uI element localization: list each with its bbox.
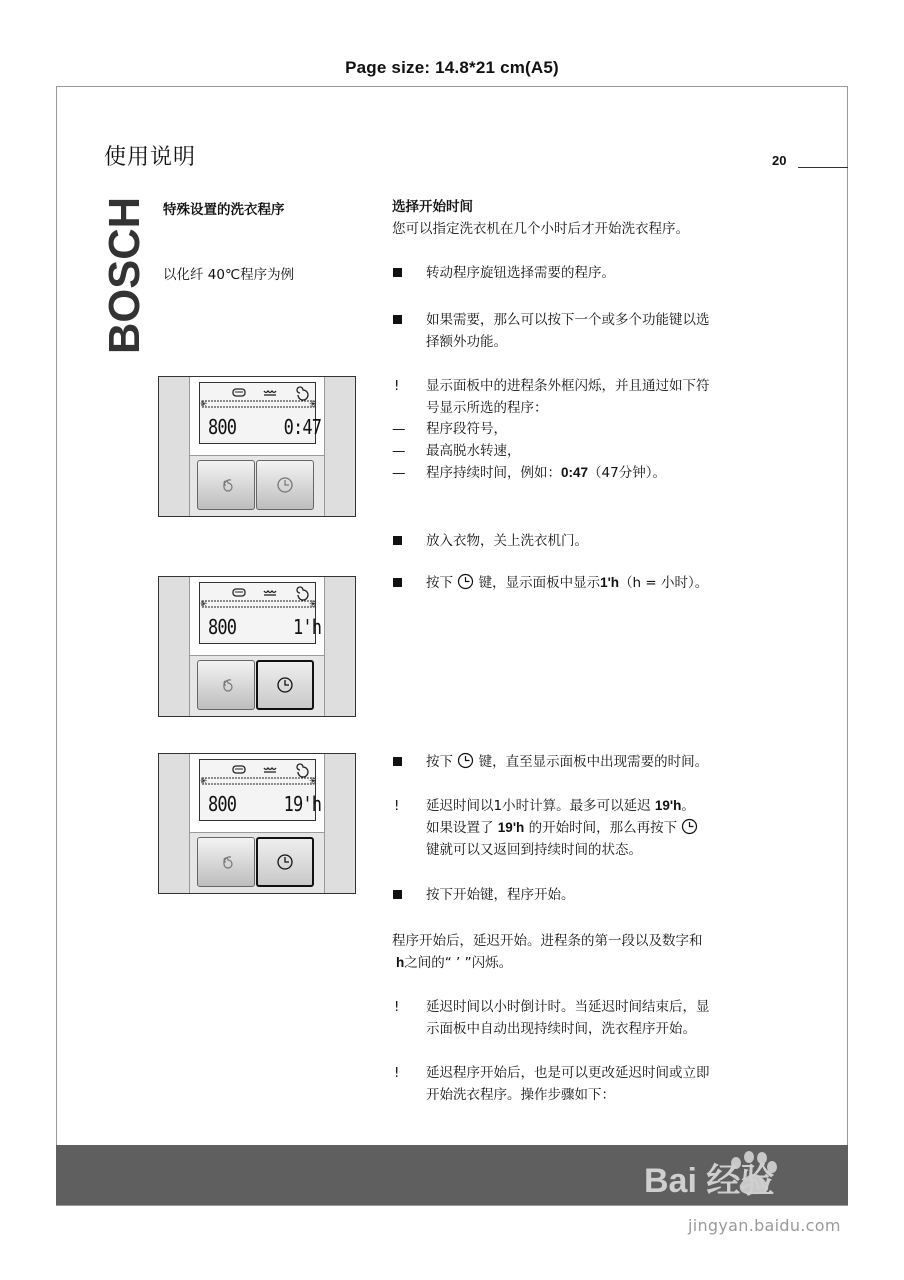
program-progress-bar (200, 762, 317, 792)
clock-icon (276, 676, 294, 694)
svg-text:✳: ✳ (309, 600, 317, 610)
page-number: 20 (772, 153, 787, 168)
note-delay-line1: 延迟时间以1小时计算。最多可以延迟 19'h。 (426, 798, 695, 814)
delay-readout: 19'h (283, 792, 321, 816)
spin-icon (297, 387, 308, 400)
program-progress-bar (200, 585, 317, 615)
time-readout: 0:47 (283, 415, 321, 439)
step-load-laundry: 放入衣物，关上洗衣机门。 (426, 533, 588, 549)
rinse-icon (264, 768, 276, 772)
step-press-clock: 按下 键，显示面板中显示1'h（h = 小时）。 (426, 575, 709, 591)
bullet-icon (393, 315, 402, 324)
example-caption: 以化纤 40℃程序为例 (163, 267, 295, 283)
note-change-delay-line2: 开始洗衣程序。操作步骤如下： (426, 1087, 615, 1103)
display-panel-2 (158, 576, 356, 717)
bullet-icon (393, 536, 402, 545)
delay-start-button[interactable] (256, 837, 314, 887)
clock-icon (681, 818, 698, 835)
page-size-label: Page size: 14.8*21 cm(A5) (345, 58, 559, 77)
spin-button[interactable] (197, 660, 255, 710)
delay-start-button[interactable] (256, 660, 314, 710)
spin-icon (297, 587, 308, 600)
note-display-line2: 号显示所选的程序： (426, 400, 548, 416)
wash-icon (233, 589, 245, 596)
svg-text:✳: ✳ (309, 400, 317, 410)
watermark-text: Bai 经验 (644, 1162, 775, 1200)
dash-marker: — (392, 443, 406, 459)
note-change-delay-line1: 延迟程序开始后，也是可以更改延迟时间或立即 (426, 1065, 710, 1081)
display-panel-1 (158, 376, 356, 517)
spin-speed-readout: 800 (208, 615, 237, 639)
dash-item-spin-speed: 最高脱水转速， (426, 443, 521, 459)
svg-text:✳: ✳ (200, 600, 208, 610)
note-countdown-line1: 延迟时间以小时倒计时。当延迟时间结束后，显 (426, 999, 710, 1015)
step-select-program: 转动程序旋钮选择需要的程序。 (426, 265, 615, 281)
rinse-icon (264, 591, 276, 595)
spin-icon (218, 854, 234, 870)
wash-icon (233, 389, 245, 396)
page-title: 使用说明 (104, 145, 197, 170)
dash-item-program-symbol: 程序段符号， (426, 421, 507, 437)
bullet-icon (393, 890, 402, 899)
clock-icon (276, 476, 294, 494)
svg-text:✳: ✳ (309, 777, 317, 787)
spin-button[interactable] (197, 837, 255, 887)
clock-icon (457, 573, 474, 590)
baidu-watermark (640, 1145, 850, 1205)
spin-icon (218, 477, 234, 493)
spin-speed-readout: 800 (208, 415, 237, 439)
bullet-icon (393, 757, 402, 766)
watermark-url: jingyan.baidu.com (688, 1216, 841, 1235)
paragraph-line2: h之间的“ ’ ”闪烁。 (396, 955, 513, 971)
spin-icon (297, 764, 308, 777)
delay-start-button[interactable] (256, 460, 314, 510)
note-delay-line2: 如果设置了 19'h 的开始时间，那么再按下 (426, 817, 698, 839)
spin-icon (218, 677, 234, 693)
delay-readout: 1'h (292, 615, 321, 639)
clock-icon (457, 752, 474, 769)
note-marker: ! (394, 999, 400, 1015)
note-marker: ! (394, 378, 400, 394)
step-set-delay: 按下 键，直至显示面板中出现需要的时间。 (426, 754, 709, 770)
wash-icon (233, 766, 245, 773)
svg-text:✳: ✳ (200, 400, 208, 410)
step-start: 按下开始键，程序开始。 (426, 887, 575, 903)
bullet-icon (393, 578, 402, 587)
paragraph-line1: 程序开始后，延迟开始。进程条的第一段以及数字和 (392, 933, 703, 949)
rinse-icon (264, 391, 276, 395)
dash-marker: — (392, 421, 406, 437)
section-heading: 选择开始时间 (392, 199, 473, 215)
spin-button[interactable] (197, 460, 255, 510)
page-number-rule (798, 167, 848, 168)
note-countdown-line2: 示面板中自动出现持续时间，洗衣程序开始。 (426, 1021, 696, 1037)
note-display-line1: 显示面板中的进程条外框闪烁，并且通过如下符 (426, 378, 710, 394)
dash-item-duration: 程序持续时间，例如：0:47（47分钟）。 (426, 465, 666, 481)
display-panel-3 (158, 753, 356, 894)
spin-speed-readout: 800 (208, 792, 237, 816)
dash-marker: — (392, 465, 406, 481)
lcd-display (199, 759, 321, 821)
bosch-logo (100, 195, 149, 354)
note-marker: ! (394, 798, 400, 814)
clock-icon (276, 853, 294, 871)
step-extra-functions-line1: 如果需要，那么可以按下一个或多个功能键以选 (426, 312, 710, 328)
bullet-icon (393, 268, 402, 277)
brand-text: BOSCH (100, 195, 149, 354)
svg-text:✳: ✳ (200, 777, 208, 787)
step-extra-functions-line2: 择额外功能。 (426, 334, 507, 350)
note-delay-line3: 键就可以又返回到持续时间的状态。 (426, 842, 642, 858)
section-heading-left: 特殊设置的洗衣程序 (163, 202, 285, 218)
lcd-display (199, 382, 321, 444)
intro-text: 您可以指定洗衣机在几个小时后才开始洗衣程序。 (392, 221, 689, 237)
lcd-display (199, 582, 321, 644)
program-progress-bar (200, 385, 317, 415)
note-marker: ! (394, 1065, 400, 1081)
